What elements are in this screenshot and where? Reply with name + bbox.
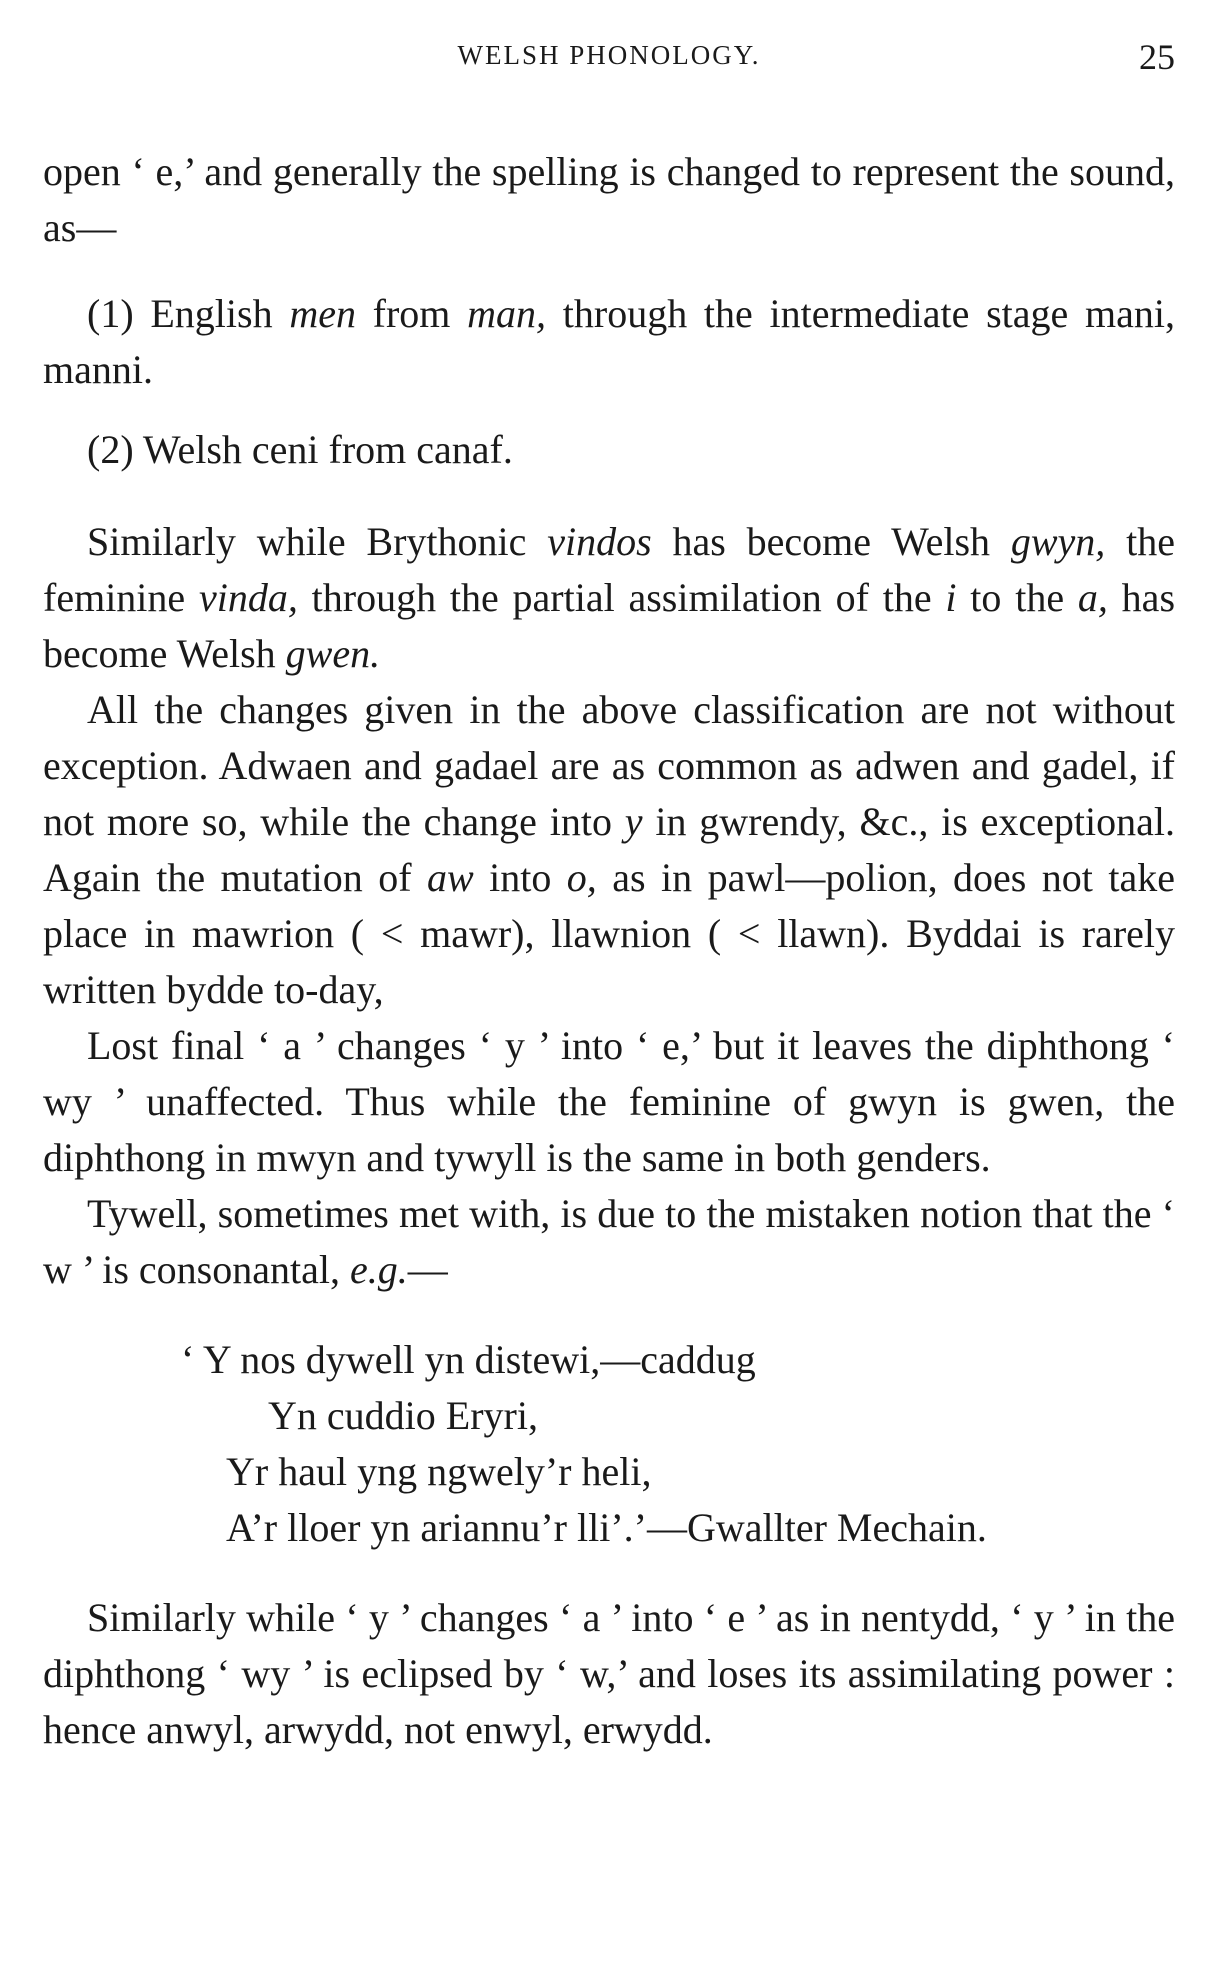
italic-word: e.g.	[349, 1247, 408, 1292]
text-run: into	[473, 855, 567, 900]
example-1	[43, 286, 1175, 398]
italic-word: i	[945, 575, 957, 620]
text-run: the feminine	[43, 519, 1175, 620]
text-run: from	[355, 291, 468, 336]
text-run: —	[407, 1247, 448, 1292]
paragraph-brythonic	[43, 514, 1175, 682]
text-run: as in pawl—polion, does not take place in mawrion ( < mawr), llawnion ( < llawn). Byddai is rarely written bydde to-day,	[43, 855, 1175, 1012]
page-header	[43, 30, 1175, 90]
example-2: (2) Welsh ceni from canaf.	[87, 427, 513, 472]
paragraph-tywell	[43, 1186, 1175, 1298]
text-run: through the intermediate stage mani, manni.	[43, 291, 1176, 392]
running-title: WELSH PHONOLOGY.	[457, 40, 761, 70]
example-number: (1)	[87, 291, 134, 336]
italic-word: gwen.	[285, 631, 381, 676]
paragraph-continuation: open ‘ e,’ and generally the spelling is changed to represent the sound, as—	[43, 149, 1175, 250]
text-run: to the	[956, 575, 1078, 620]
verse-quotation	[43, 1332, 1175, 1556]
text-run: All the changes given in the above classification are not without exception. Adwaen and gadael are as common as adwen and gadel, if not more so, while the change into	[43, 687, 1175, 844]
text-run: Similarly while Brythonic	[87, 519, 548, 564]
italic-word: man,	[467, 291, 547, 336]
verse-line: ‘ Y nos dywell yn distewi,—caddug	[181, 1337, 756, 1382]
verse-line: Yn cuddio Eryri,	[268, 1393, 538, 1438]
italic-word: o,	[566, 855, 597, 900]
text-run: through the partial assimilation of the	[297, 575, 946, 620]
italic-word: y	[624, 799, 643, 844]
italic-word: a,	[1077, 575, 1108, 620]
text-run: has become Welsh	[651, 519, 1011, 564]
text-run: has become Welsh	[43, 575, 1176, 676]
text-run: Tywell, sometimes met with, is due to the mistaken notion that the ‘ w ’ is consonantal,	[43, 1191, 1175, 1292]
italic-word: vindos	[547, 519, 652, 564]
verse-line: Yr haul yng ngwely’r heli,	[226, 1449, 652, 1494]
italic-word: aw	[426, 855, 474, 900]
page-number: 25	[1139, 37, 1175, 77]
paragraph-lost-final-a: Lost final ‘ a ’ changes ‘ y ’ into ‘ e,’ but it leaves the diphthong ‘ wy ’ unaffected. Thus while the feminine of gwyn is gwen, the diphthong in mwyn and tywyll is the same in both genders.	[43, 1023, 1175, 1180]
body-text	[43, 144, 1175, 1758]
paragraph-eclipsed: Similarly while ‘ y ’ changes ‘ a ’ into ‘ e ’ as in nentydd, ‘ y ’ in the diphthong ‘ wy ’ is eclipsed by ‘ w,’ and loses its assimilating power : hence anwyl, arwydd, not enwyl, erwydd.	[43, 1595, 1175, 1752]
italic-word: vinda,	[198, 575, 298, 620]
italic-word: men	[289, 291, 356, 336]
book-page	[43, 30, 1175, 1758]
italic-word: gwyn,	[1010, 519, 1106, 564]
verse-line: A’r lloer yn ariannu’r lli’.’—Gwallter Mechain.	[226, 1505, 987, 1550]
text-run: in gwrendy, &c., is exceptional. Again the mutation of	[43, 799, 1175, 900]
paragraph-exceptions	[43, 682, 1175, 1018]
text-run: English	[150, 291, 290, 336]
